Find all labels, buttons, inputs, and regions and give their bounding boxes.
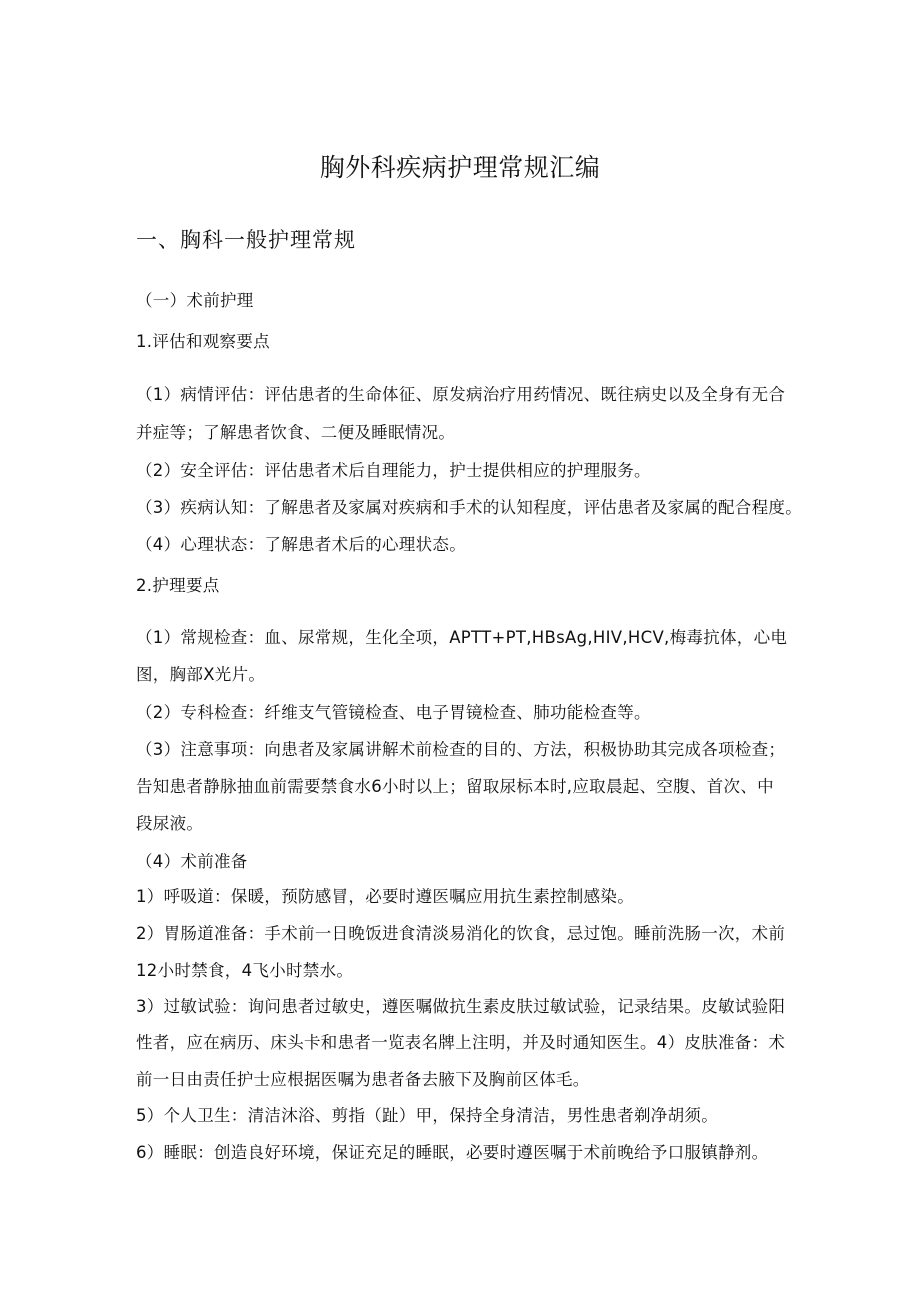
paragraph-line: 1）呼吸道：保暖，预防感冒，必要时遵医嘱应用抗生素控制感染。 (136, 887, 634, 906)
document-title: 胸外科疾病护理常规汇编 (319, 153, 601, 182)
paragraph-line: （1）病情评估：评估患者的生命体征、原发病治疗用药情况、既往病史以及全身有无合 (136, 385, 786, 404)
paragraph-line: （4）术前准备 (136, 852, 248, 871)
paragraph-line: 性者，应在病历、床头卡和患者一览表名牌上注明，并及时通知医生。4）皮肤准备：术 (136, 1033, 786, 1052)
paragraph-line: （2）专科检查：纤维支气管镜检查、电子胃镜检查、肺功能检查等。 (136, 703, 651, 722)
item-heading: 1.评估和观察要点 (136, 332, 270, 351)
paragraph-line: （3）注意事项：向患者及家属讲解术前检查的目的、方法，积极协助其完成各项检查； (136, 740, 786, 759)
paragraph-line: （1）常规检查：血、尿常规，生化全项，APTT+PT,HBsAg,HIV,HCV,梅毒抗体，心电 (136, 628, 788, 647)
subsection-heading: （一）术前护理 (136, 291, 254, 310)
paragraph-line: 3）过敏试验：询问患者过敏史，遵医嘱做抗生素皮肤过敏试验，记录结果。皮敏试验阳 (136, 997, 786, 1016)
paragraph-line: （3）疾病认知：了解患者及家属对疾病和手术的认知程度，评估患者及家属的配合程度。 (136, 498, 802, 517)
paragraph-line: 图，胸部X光片。 (136, 665, 266, 684)
paragraph-line: 前一日由责任护士应根据医嘱为患者备去腋下及胸前区体毛。 (136, 1070, 590, 1089)
section-heading: 一、胸科一般护理常规 (136, 228, 356, 252)
paragraph-line: 段尿液。 (136, 814, 204, 833)
item-heading: 2.护理要点 (136, 576, 220, 595)
paragraph-line: 告知患者静脉抽血前需要禁食水6小时以上；留取尿标本时,应取晨起、空腹、首次、中 (136, 777, 774, 796)
paragraph-line: 6）睡眠：创造良好环境，保证充足的睡眠，必要时遵医嘱于术前晚给予口服镇静剂。 (136, 1143, 769, 1162)
paragraph-line: （2）安全评估：评估患者术后自理能力，护士提供相应的护理服务。 (136, 461, 651, 480)
paragraph-line: 5）个人卫生：清洁沐浴、剪指（趾）甲，保持全身清洁，男性患者剃净胡须。 (136, 1106, 718, 1125)
paragraph-line: 并症等；了解患者饮食、二便及睡眠情况。 (136, 423, 456, 442)
paragraph-line: 2）胃肠道准备：手术前一日晚饭进食清淡易消化的饮食，忌过饱。睡前洗肠一次，术前 (136, 924, 786, 943)
paragraph-line: （4）心理状态：了解患者术后的心理状态。 (136, 535, 466, 554)
paragraph-line: 12小时禁食，4飞小时禁水。 (136, 961, 354, 980)
